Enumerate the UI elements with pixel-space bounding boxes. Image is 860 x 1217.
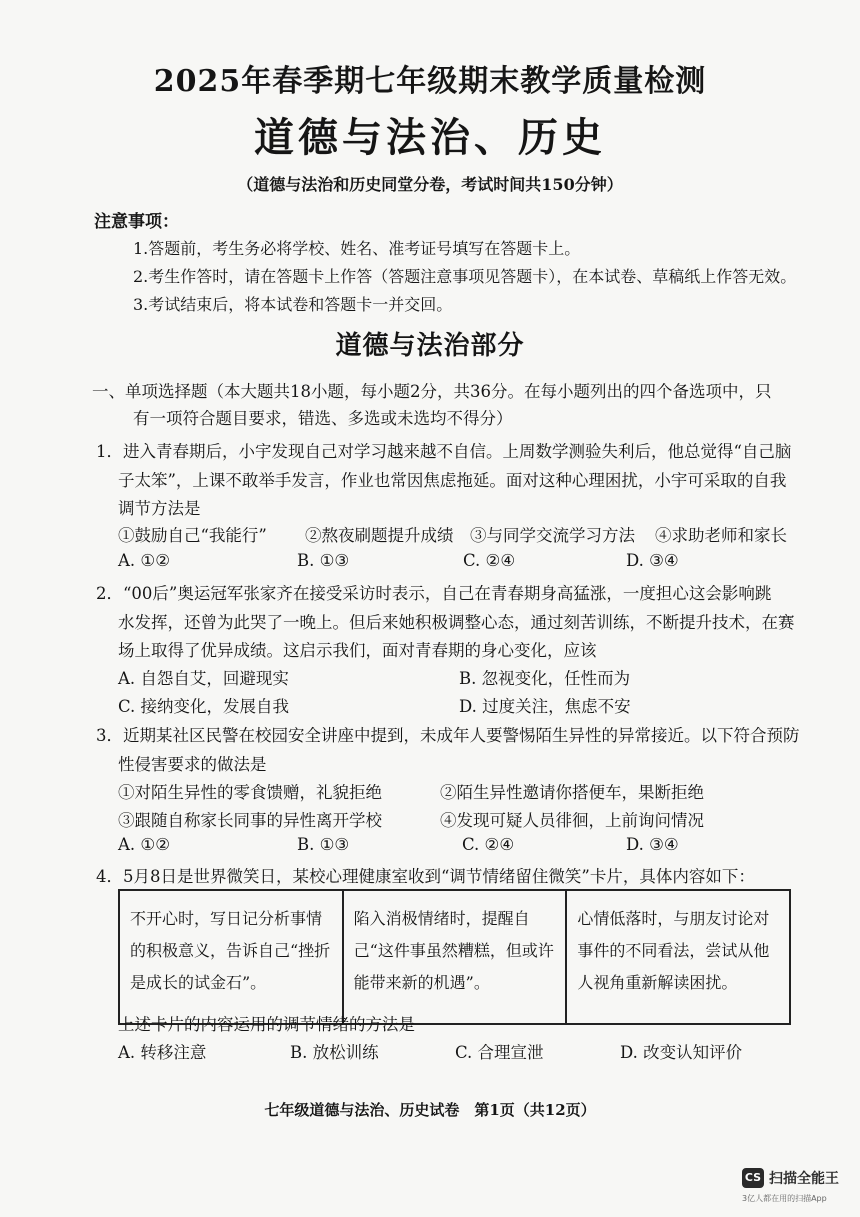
scanner-slogan: 3亿人都在用的扫描App bbox=[742, 1194, 827, 1203]
question-1-statement: ③与同学交流学习方法 bbox=[470, 526, 635, 545]
question-4-stem: 4．5月8日是世界微笑日，某校心理健康室收到“调节情绪留住微笑”卡片，具体内容如下： bbox=[96, 867, 755, 886]
question-1-statement: ①鼓励自己“我能行” bbox=[118, 526, 267, 545]
question-1-stem: 1．进入青春期后，小宇发现自己对学习越来越不自信。上周数学测验失利后，他总觉得“自己脑 bbox=[96, 442, 792, 461]
emotion-card: 不开心时，写日记分析事情的积极意义，告诉自己“挫折是成长的试金石”。 bbox=[119, 890, 343, 1024]
question-2-stem: 2．“00后”奥运冠军张家齐在接受采访时表示，自己在青春期身高猛涨，一度担心这会影响跳 bbox=[96, 584, 772, 603]
notice-item: 2.考生作答时，请在答题卡上作答（答题注意事项见答题卡），在本试卷、草稿纸上作答无效。 bbox=[133, 267, 797, 286]
question-4-option: D. 改变认知评价 bbox=[620, 1043, 743, 1062]
question-2-option: A. 自怨自艾，回避现实 bbox=[118, 669, 289, 688]
notice-heading: 注意事项： bbox=[94, 212, 179, 232]
question-3-option: D. ③④ bbox=[626, 835, 679, 854]
question-1-statement: ②熬夜刷题提升成绩 bbox=[305, 526, 454, 545]
question-2-stem: 水发挥，还曾为此哭了一晚上。但后来她积极调整心态，通过刻苦训练，不断提升技术，在赛 bbox=[118, 613, 795, 632]
question-3-statement: ①对陌生异性的零食馈赠，礼貌拒绝 bbox=[118, 783, 382, 802]
question-1-option: A. ①② bbox=[118, 551, 170, 570]
question-2-stem: 场上取得了优异成绩。这启示我们，面对青春期的身心变化，应该 bbox=[118, 641, 597, 660]
question-4-option: C. 合理宣泄 bbox=[455, 1043, 544, 1062]
question-4-option: B. 放松训练 bbox=[290, 1043, 379, 1062]
question-3-option: B. ①③ bbox=[297, 835, 350, 854]
question-1-option: B. ①③ bbox=[297, 551, 350, 570]
question-3-stem: 性侵害要求的做法是 bbox=[118, 755, 267, 774]
question-2-option: C. 接纳变化，发展自我 bbox=[118, 697, 290, 716]
question-2-option: B. 忽视变化，任性而为 bbox=[459, 669, 631, 688]
question-3-statement: ④发现可疑人员徘徊，上前询问情况 bbox=[440, 811, 704, 830]
emotion-card: 心情低落时，与朋友讨论对事件的不同看法，尝试从他人视角重新解读困扰。 bbox=[566, 890, 790, 1024]
question-1-option: C. ②④ bbox=[463, 551, 516, 570]
exam-subtitle: （道德与法治和历史同堂分卷，考试时间共150分钟） bbox=[237, 175, 623, 194]
notice-item: 3.考试结束后，将本试卷和答题卡一并交回。 bbox=[133, 295, 453, 314]
question-4-option: A. 转移注意 bbox=[118, 1043, 207, 1062]
question-3-statement: ③跟随自称家长同事的异性离开学校 bbox=[118, 811, 382, 830]
emotion-cards-table bbox=[118, 889, 791, 1025]
part-instruction: 有一项符合题目要求，错选、多选或未选均不得分） bbox=[133, 409, 513, 428]
part-instruction: 一、单项选择题（本大题共18小题，每小题2分，共36分。在每小题列出的四个备选项中，只 bbox=[92, 382, 772, 401]
section-title: 道德与法治部分 bbox=[335, 331, 525, 361]
question-3-stem: 3．近期某社区民警在校园安全讲座中提到，未成年人要警惕陌生异性的异常接近。以下符合预防 bbox=[96, 726, 800, 745]
notice-item: 1.答题前，考生务必将学校、姓名、准考证号填写在答题卡上。 bbox=[133, 239, 581, 258]
question-3-statement: ②陌生异性邀请你搭便车，果断拒绝 bbox=[440, 783, 704, 802]
exam-title: 2025年春季期七年级期末教学质量检测 bbox=[153, 64, 707, 99]
scanner-logo-icon: CS bbox=[742, 1168, 764, 1188]
question-1-stem: 子太笨”，上课不敢举手发言，作业也常因焦虑拖延。面对这种心理困扰，小宇可采取的自我 bbox=[118, 471, 787, 490]
question-1-option: D. ③④ bbox=[626, 551, 679, 570]
question-1-stem: 调节方法是 bbox=[118, 499, 201, 518]
subject-title: 道德与法治、历史 bbox=[254, 114, 606, 161]
emotion-card: 陷入消极情绪时，提醒自己“这件事虽然糟糕，但或许能带来新的机遇”。 bbox=[343, 890, 567, 1024]
page-footer: 七年级道德与法治、历史试卷 第1页（共12页） bbox=[264, 1101, 596, 1119]
question-1-statement: ④求助老师和家长 bbox=[655, 526, 787, 545]
question-3-option: A. ①② bbox=[118, 835, 170, 854]
scanner-app-name: 扫描全能王 bbox=[769, 1171, 839, 1187]
question-2-option: D. 过度关注，焦虑不安 bbox=[459, 697, 631, 716]
question-4-prompt: 上述卡片的内容运用的调节情绪的方法是 bbox=[118, 1015, 415, 1034]
question-3-option: C. ②④ bbox=[462, 835, 515, 854]
